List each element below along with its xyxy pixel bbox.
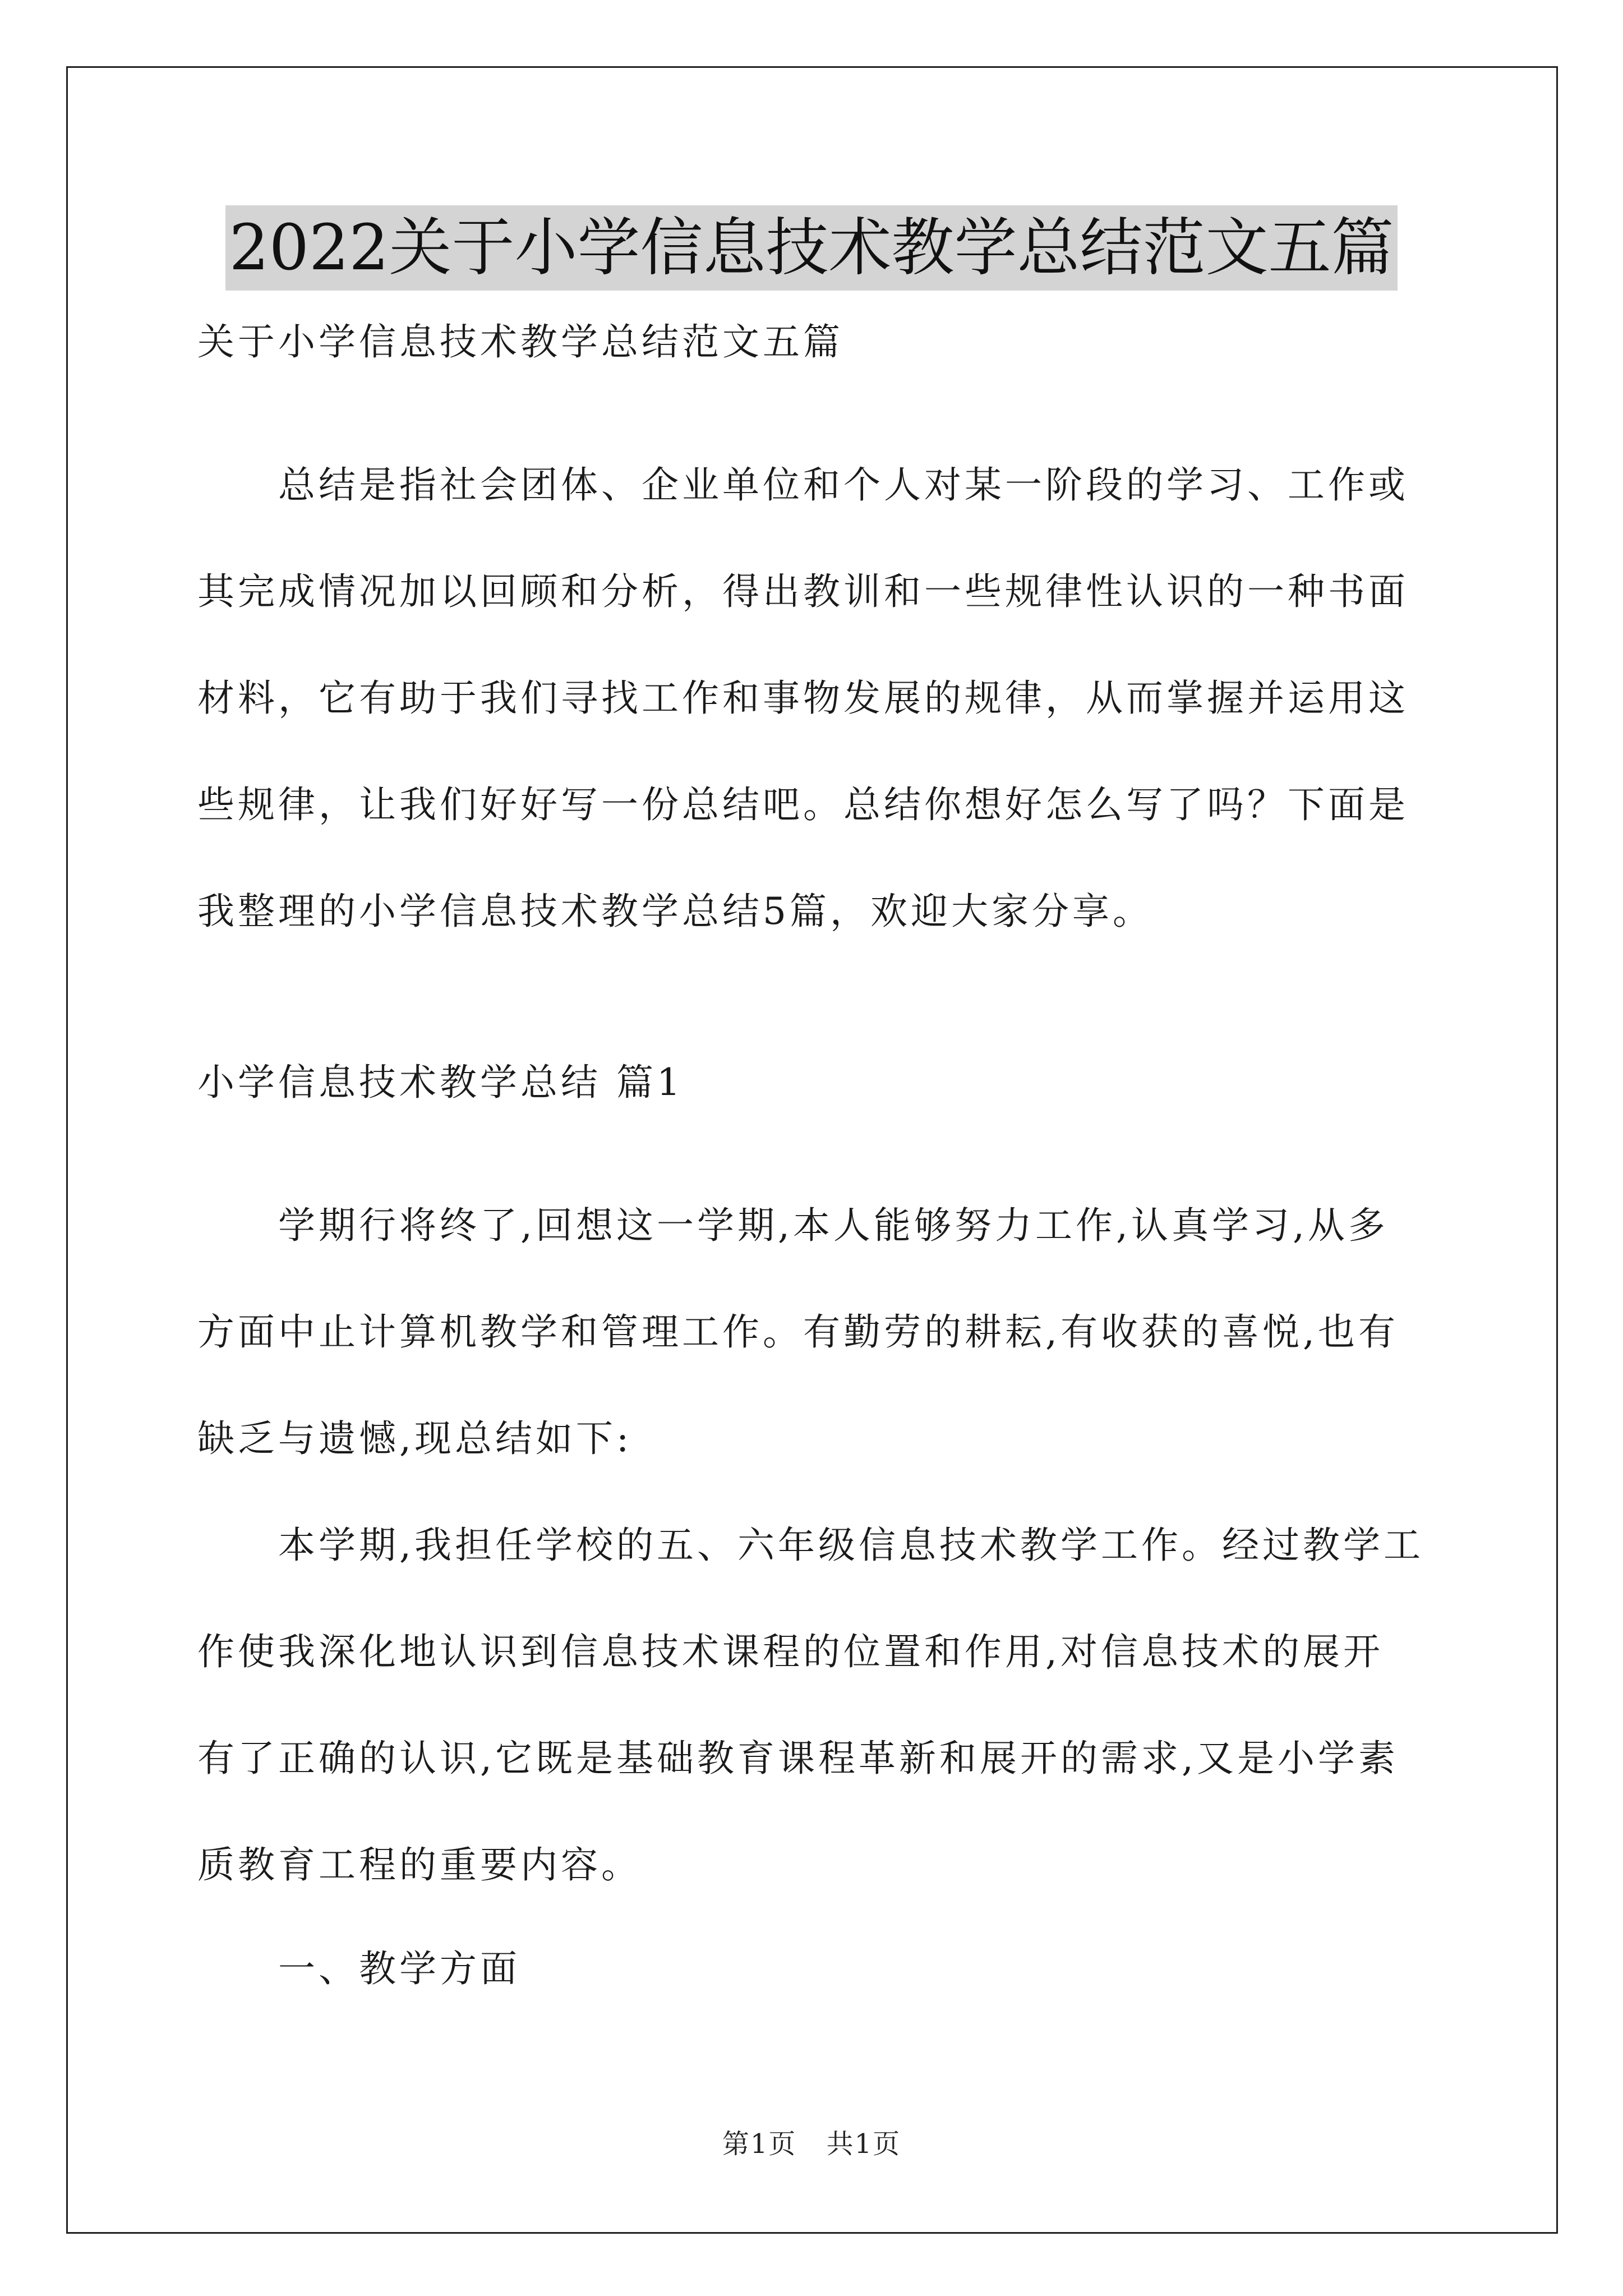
paragraph-line: 本学期,我担任学校的五、六年级信息技术教学工作。经过教学工 xyxy=(278,1524,1424,1567)
page-border xyxy=(66,66,1558,2234)
page-number-current: 第1页 xyxy=(722,2128,797,2160)
paragraph-line: 方面中止计算机教学和管理工作。有勤劳的耕耘,有收获的喜悦,也有 xyxy=(197,1310,1399,1354)
page-number-total: 共1页 xyxy=(826,2128,901,2160)
paragraph-line: 质教育工程的重要内容。 xyxy=(197,1843,642,1887)
page-footer xyxy=(0,2127,1623,2161)
section-heading: 小学信息技术教学总结 篇1 xyxy=(197,1061,684,1104)
document-title: 2022关于小学信息技术教学总结范文五篇 xyxy=(225,205,1397,291)
paragraph-line: 有了正确的认识,它既是基础教育课程革新和展开的需求,又是小学素 xyxy=(197,1737,1399,1780)
paragraph-line: 学期行将终了,回想这一学期,本人能够努力工作,认真学习,从多 xyxy=(278,1204,1389,1247)
paragraph-line: 我整理的小学信息技术教学总结5篇，欢迎大家分享。 xyxy=(197,890,1153,933)
paragraph-line: 其完成情况加以回顾和分析，得出教训和一些规律性认识的一种书面 xyxy=(197,570,1409,613)
title-container xyxy=(0,205,1623,291)
paragraph-line: 作使我深化地认识到信息技术课程的位置和作用,对信息技术的展开 xyxy=(197,1630,1384,1673)
subsection-heading: 一、教学方面 xyxy=(278,1947,520,1990)
paragraph-line: 材料，它有助于我们寻找工作和事物发展的规律，从而掌握并运用这 xyxy=(197,677,1409,720)
paragraph-line: 些规律，让我们好好写一份总结吧。总结你想好怎么写了吗？下面是 xyxy=(197,783,1409,826)
paragraph-line: 缺乏与遗憾,现总结如下: xyxy=(197,1417,633,1460)
paragraph-line: 总结是指社会团体、企业单位和个人对某一阶段的学习、工作或 xyxy=(278,463,1409,507)
intro-heading: 关于小学信息技术教学总结范文五篇 xyxy=(197,320,843,364)
